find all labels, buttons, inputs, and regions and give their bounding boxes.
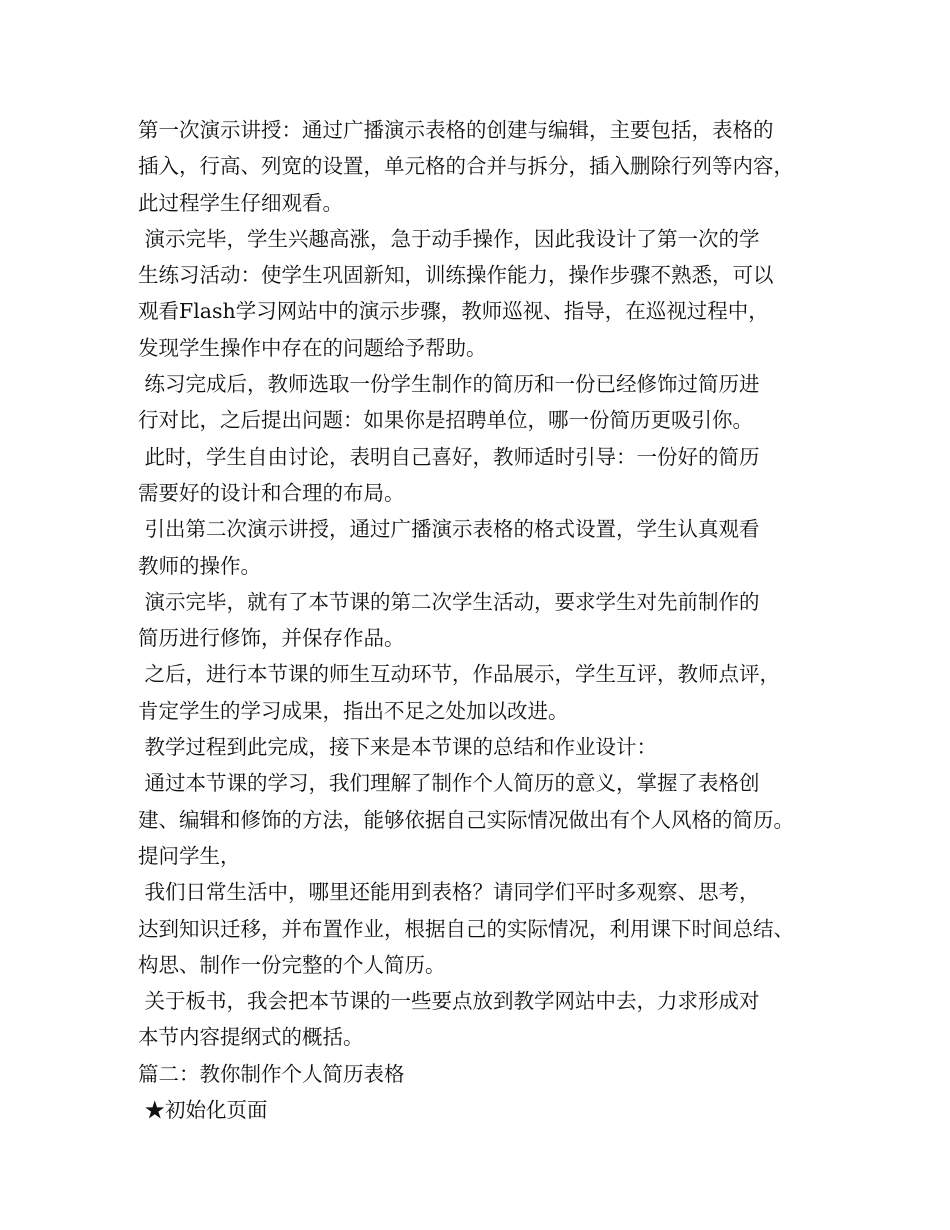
text-line: 第一次演示讲授：通过广播演示表格的创建与编辑，主要包括，表格的: [138, 118, 774, 142]
paragraph: [138, 112, 828, 221]
text-line: 演示完毕，就有了本节课的第二次学生活动，要求学生对先前制作的: [138, 589, 760, 614]
paragraph: [138, 511, 828, 584]
paragraph: [138, 221, 828, 366]
text-line: 演示完毕，学生兴趣高涨，急于动手操作，因此我设计了第一次的学: [138, 226, 760, 251]
text-line: 之后，进行本节课的师生互动环节，作品展示，学生互评，教师点评，: [138, 662, 781, 687]
document-body: [138, 112, 828, 1128]
text-line: 构思、制作一份完整的个人简历。: [138, 952, 446, 977]
paragraph: [138, 656, 828, 729]
text-line: 建、编辑和修饰的方法，能够依据自己实际情况做出有个人风格的简历。: [138, 807, 794, 832]
text-line: 需要好的设计和合理的布局。: [138, 480, 405, 505]
text-line: 篇二：教你制作个人简历表格: [138, 1061, 405, 1086]
text-line: 本节内容提纲式的概括。: [138, 1025, 364, 1050]
text-line: 行对比，之后提出问题：如果你是招聘单位，哪一份简历更吸引你。: [138, 408, 753, 433]
paragraph: [138, 765, 828, 874]
text-line: 肯定学生的学习成果，指出不足之处加以改进。: [138, 698, 569, 723]
paragraph: [138, 439, 828, 512]
paragraph: [138, 983, 828, 1056]
text-line: ★初始化页面: [138, 1098, 268, 1123]
text-line: 此过程学生仔细观看。: [138, 190, 343, 215]
text-line: 简历进行修饰，并保存作品。: [138, 626, 405, 651]
text-line: 教师的操作。: [138, 553, 261, 578]
text-line: 观看Flash学习网站中的演示步骤，教师巡视、指导，在巡视过程中，: [138, 299, 769, 324]
text-line: 通过本节课的学习，我们理解了制作个人简历的意义，掌握了表格创: [138, 771, 760, 796]
paragraph: [138, 874, 828, 983]
text-line: 生练习活动：使学生巩固新知，训练操作能力，操作步骤不熟悉，可以: [138, 263, 774, 288]
text-line: 我们日常生活中，哪里还能用到表格？请同学们平时多观察、思考，: [138, 880, 760, 905]
paragraph: [138, 1092, 828, 1128]
text-line: 达到知识迁移，并布置作业，根据自己的实际情况，利用课下时间总结、: [138, 916, 794, 941]
paragraph: [138, 729, 828, 765]
text-line: 教学过程到此完成，接下来是本节课的总结和作业设计：: [138, 735, 658, 760]
text-line: 此时，学生自由讨论，表明自己喜好，教师适时引导：一份好的简历: [138, 444, 760, 469]
text-line: 插入，行高、列宽的设置，单元格的合并与拆分，插入删除行列等内容，: [138, 154, 794, 179]
text-line: 关于板书，我会把本节课的一些要点放到教学网站中去，力求形成对: [138, 989, 760, 1014]
text-line: 发现学生操作中存在的问题给予帮助。: [138, 335, 487, 360]
paragraph: [138, 1056, 828, 1092]
text-line: 练习完成后，教师选取一份学生制作的简历和一份已经修饰过简历进: [138, 372, 760, 397]
paragraph: [138, 584, 828, 657]
paragraph: [138, 366, 828, 439]
text-line: 引出第二次演示讲授，通过广播演示表格的格式设置，学生认真观看: [138, 517, 760, 542]
text-line: 提问学生，: [138, 843, 241, 868]
